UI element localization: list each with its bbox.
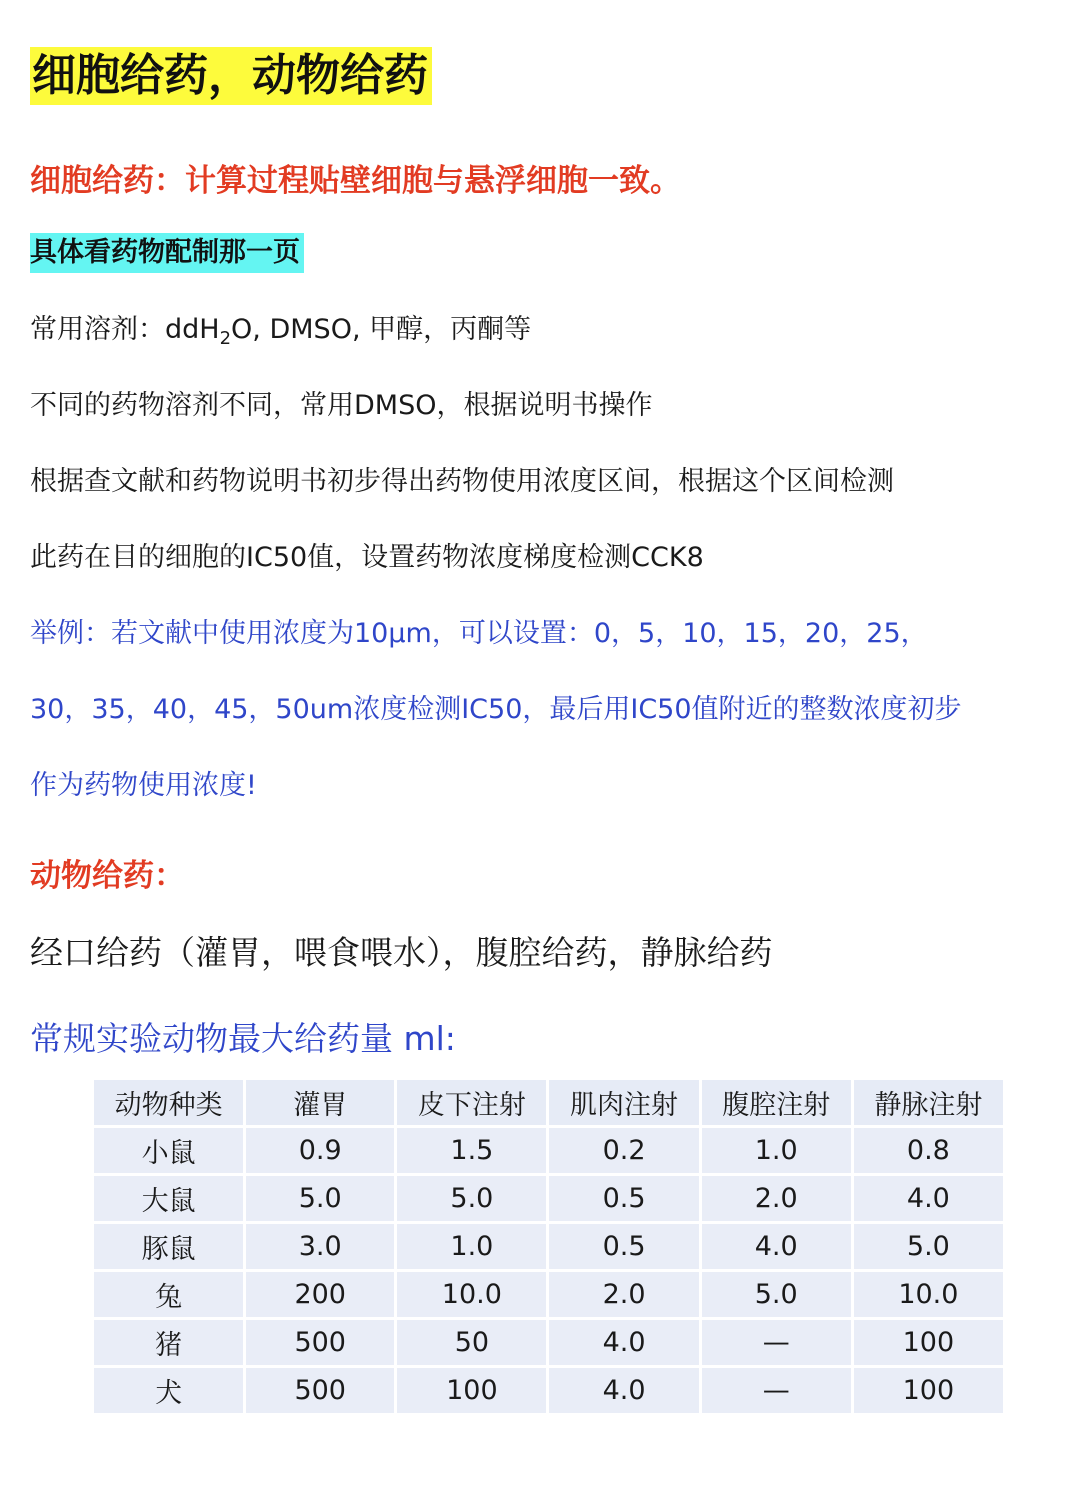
ic50-line: 此药在目的细胞的IC50值，设置药物浓度梯度检测CCK8 bbox=[30, 542, 704, 573]
table-cell: 100 bbox=[397, 1368, 546, 1413]
table-row bbox=[94, 1272, 1003, 1317]
example-line-3: 作为药物使用浓度! bbox=[30, 770, 257, 801]
table-row bbox=[94, 1320, 1003, 1365]
table-cell: 4.0 bbox=[702, 1224, 851, 1269]
solvents-line bbox=[30, 310, 531, 350]
table-cell: 0.2 bbox=[549, 1128, 698, 1173]
table-cell: 0.8 bbox=[854, 1128, 1003, 1173]
solvents-prefix: 常用溶剂：ddH bbox=[30, 314, 220, 345]
table-cell: 2.0 bbox=[549, 1272, 698, 1317]
table-cell: 4.0 bbox=[549, 1368, 698, 1413]
table-cell: 4.0 bbox=[854, 1176, 1003, 1221]
solvents-suffix: O, DMSO, 甲醇，丙酮等 bbox=[231, 314, 532, 345]
table-cell: 5.0 bbox=[397, 1176, 546, 1221]
table-caption: 常规实验动物最大给药量 ml: bbox=[30, 1019, 456, 1058]
cell-dosing-heading: 细胞给药：计算过程贴壁细胞与悬浮细胞一致。 bbox=[30, 163, 681, 199]
solvent-note-line: 不同的药物溶剂不同，常用DMSO，根据说明书操作 bbox=[30, 390, 653, 421]
table-cell: 1.0 bbox=[702, 1128, 851, 1173]
table-cell: 1.5 bbox=[397, 1128, 546, 1173]
table-cell: 0.9 bbox=[246, 1128, 394, 1173]
table-cell: 100 bbox=[854, 1368, 1003, 1413]
table-cell: 4.0 bbox=[549, 1320, 698, 1365]
table-row bbox=[94, 1368, 1003, 1413]
table-row bbox=[94, 1128, 1003, 1173]
table-cell: 5.0 bbox=[854, 1224, 1003, 1269]
table-cell: 2.0 bbox=[702, 1176, 851, 1221]
table-cell: — bbox=[702, 1320, 851, 1365]
animal-name-cell: 兔 bbox=[94, 1272, 243, 1317]
administration-routes: 经口给药（灌胃，喂食喂水），腹腔给药，静脉给药 bbox=[30, 933, 773, 972]
header-gavage: 灌胃 bbox=[246, 1080, 394, 1125]
animal-name-cell: 犬 bbox=[94, 1368, 243, 1413]
table-cell: 5.0 bbox=[246, 1176, 394, 1221]
table-row bbox=[94, 1224, 1003, 1269]
max-dose-table bbox=[91, 1077, 1006, 1416]
header-intramuscular: 肌肉注射 bbox=[549, 1080, 698, 1125]
table-cell: 5.0 bbox=[702, 1272, 851, 1317]
table-cell: 500 bbox=[246, 1320, 394, 1365]
table-cell: 1.0 bbox=[397, 1224, 546, 1269]
table-cell: 3.0 bbox=[246, 1224, 394, 1269]
table-header-row bbox=[94, 1080, 1003, 1125]
page-title: 细胞给药，动物给药 bbox=[30, 47, 432, 105]
animal-name-cell: 小鼠 bbox=[94, 1128, 243, 1173]
table-cell: 0.5 bbox=[549, 1224, 698, 1269]
header-subcutaneous: 皮下注射 bbox=[397, 1080, 546, 1125]
drug-preparation-note: 具体看药物配制那一页 bbox=[30, 233, 304, 273]
table-cell: 0.5 bbox=[549, 1176, 698, 1221]
table-cell: 10.0 bbox=[854, 1272, 1003, 1317]
table-cell: 100 bbox=[854, 1320, 1003, 1365]
animal-name-cell: 大鼠 bbox=[94, 1176, 243, 1221]
table-cell: 500 bbox=[246, 1368, 394, 1413]
header-intravenous: 静脉注射 bbox=[854, 1080, 1003, 1125]
header-animal-type: 动物种类 bbox=[94, 1080, 243, 1125]
header-intraperitoneal: 腹腔注射 bbox=[702, 1080, 851, 1125]
solvents-subscript: 2 bbox=[219, 328, 232, 349]
animal-dosing-heading: 动物给药： bbox=[30, 858, 185, 894]
example-line-1: 举例：若文献中使用浓度为10μm，可以设置：0，5，10，15，20，25， bbox=[30, 618, 928, 649]
concentration-range-line: 根据查文献和药物说明书初步得出药物使用浓度区间，根据这个区间检测 bbox=[30, 466, 894, 497]
table-cell: 10.0 bbox=[397, 1272, 546, 1317]
table-cell: — bbox=[702, 1368, 851, 1413]
example-line-2: 30，35，40，45，50um浓度检测IC50，最后用IC50值附近的整数浓度初步 bbox=[30, 694, 962, 725]
table-cell: 200 bbox=[246, 1272, 394, 1317]
table-cell: 50 bbox=[397, 1320, 546, 1365]
animal-name-cell: 猪 bbox=[94, 1320, 243, 1365]
animal-name-cell: 豚鼠 bbox=[94, 1224, 243, 1269]
table-row bbox=[94, 1176, 1003, 1221]
